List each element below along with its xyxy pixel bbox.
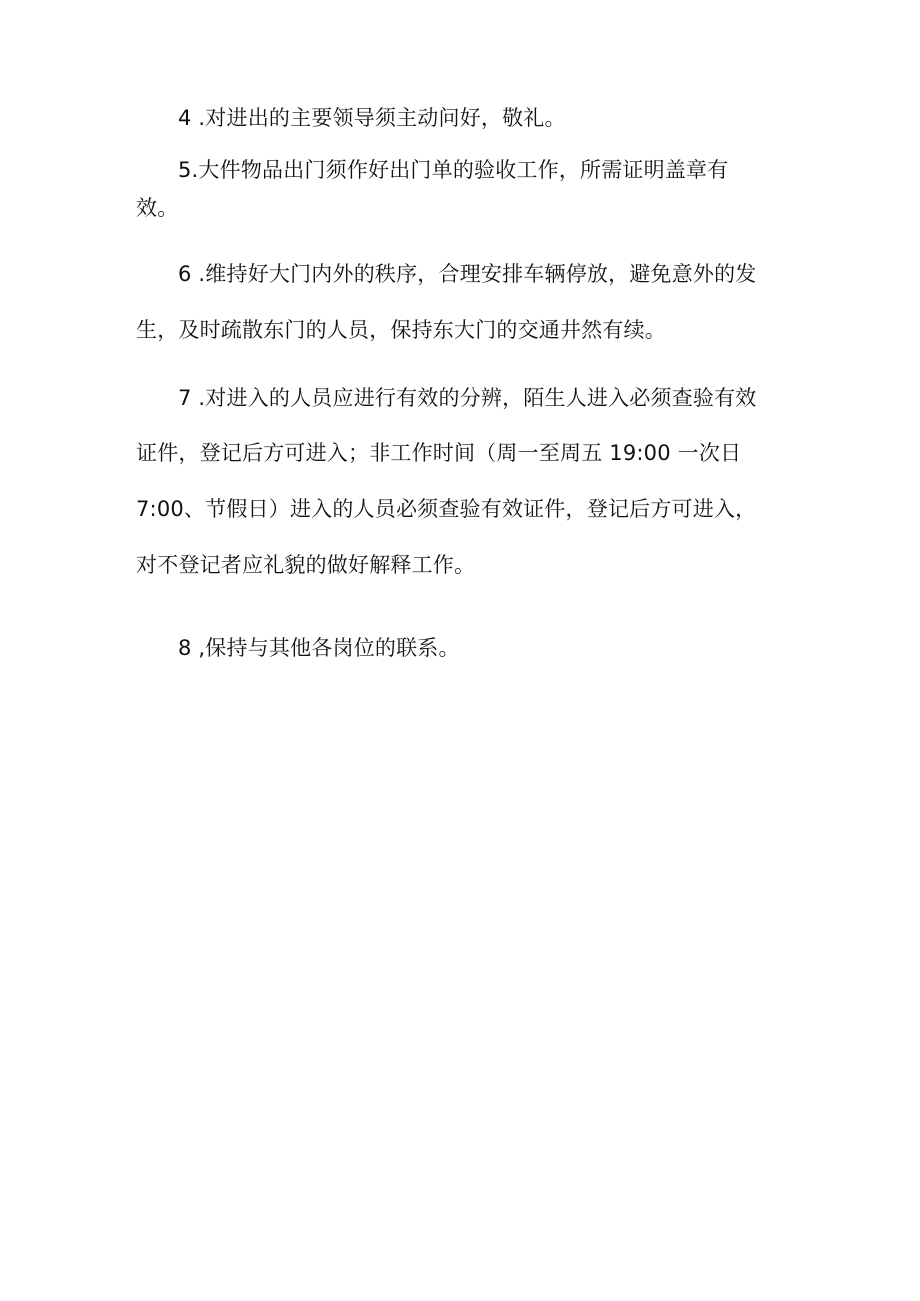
item-6-line-1: 6 .维持好大门内外的秩序，合理安排车辆停放，避免意外的发 — [178, 262, 757, 286]
item-8-line-1: 8 ,保持与其他各岗位的联系。 — [178, 636, 460, 660]
item-5-line-1: 5.大件物品出门须作好出门单的验收工作，所需证明盖章有 — [178, 158, 729, 182]
item-7-line-3: 7:00、节假日）进入的人员必须查验有效证件，登记后方可进入， — [136, 497, 757, 521]
item-4-line-1: 4 .对进出的主要领导须主动问好，敬礼。 — [178, 106, 566, 130]
item-7-line-1: 7 .对进入的人员应进行有效的分辨，陌生人进入必须查验有效 — [178, 386, 757, 410]
item-7-line-2: 证件，登记后方可进入；非工作时间（周一至周五 19:00 一次日 — [136, 441, 742, 465]
item-5-line-2: 效。 — [136, 196, 179, 220]
item-7-line-4: 对不登记者应礼貌的做好解释工作。 — [136, 553, 476, 577]
item-6-line-2: 生，及时疏散东门的人员，保持东大门的交通井然有续。 — [136, 318, 666, 342]
